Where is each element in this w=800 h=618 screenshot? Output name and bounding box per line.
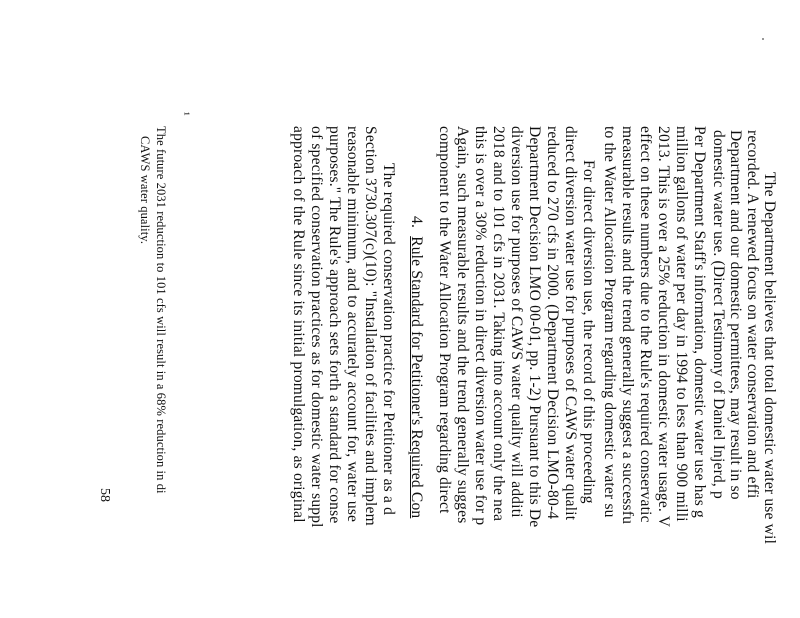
body-line: Department and our domestic permittees, may result in so <box>727 130 744 500</box>
body-line: 2018 and to 101 cfs in 2031. Taking into account only the nea <box>490 126 507 522</box>
body-line: approach of the Rule since its initial promulgation, as original <box>290 126 307 523</box>
heading-text: Rule Standard for Petitioner's Required Con <box>408 236 425 519</box>
body-line: direct diversion water use for purposes of CAWS water qualit <box>562 126 579 521</box>
body-line: For direct diversion use, the record of this proceeding <box>580 160 597 504</box>
body-line: million gallons of water per day in 1994 to less than 900 milli <box>673 126 690 522</box>
section-heading <box>407 216 425 518</box>
body-line: Per Department Staff's information, domestic water use has g <box>691 126 708 519</box>
heading-number: 4. <box>408 216 425 229</box>
footnote-line: CAWS water quality. <box>138 136 152 245</box>
footnote-line: The future 2031 reduction to 101 cfs will result in a 68% reduction in di <box>154 126 168 494</box>
page-number: 58 <box>97 488 112 502</box>
body-line: 2013. This is over a 25% reduction in domestic water usage. V <box>655 126 672 528</box>
scan-speck <box>762 38 764 40</box>
body-line: effect on these numbers due to the Rule's required conservatic <box>637 126 654 523</box>
body-line: diversion use for purposes of CAWS water quality will additi <box>508 126 525 518</box>
body-line: this is over a 30% reduction in direct diversion water use for p <box>472 126 489 526</box>
body-line: domestic water use. (Direct Testimony of Daniel Injerd, p <box>710 130 727 500</box>
body-line: to the Water Allocation Program regarding domestic water su <box>601 126 618 518</box>
body-line: of specified conservation practices as for domestic water suppl <box>308 126 325 528</box>
body-line: recorded. A renewed focus on water conservation and effi <box>744 130 761 499</box>
body-line: The Department believes that total domestic water use wil <box>761 172 778 545</box>
footnote-marker: ¹ <box>178 112 192 116</box>
body-line: The required conservation practice for Petitioner as a d <box>380 163 397 516</box>
body-line: Again, such measurable results and the trend generally sugges <box>454 126 471 524</box>
body-line: reasonable minimum, and to accurately account for, water use <box>344 126 361 523</box>
body-line: measurable results and the trend generally suggest a successfu <box>619 126 636 525</box>
body-line: component to the Water Allocation Program regarding direct <box>436 126 453 514</box>
body-line: purposes." The Rule's approach sets forth a standard for conse <box>326 126 343 524</box>
body-line: Section 3730.307(c)(10): "Installation of facilities and implem <box>362 126 379 526</box>
body-line: reduced to 270 cfs in 2000. (Department Decision LMO-80-4 <box>544 126 561 520</box>
body-line: Department Decision LMO 00-01, pp. 1-2) Pursuant to this De <box>526 126 543 528</box>
